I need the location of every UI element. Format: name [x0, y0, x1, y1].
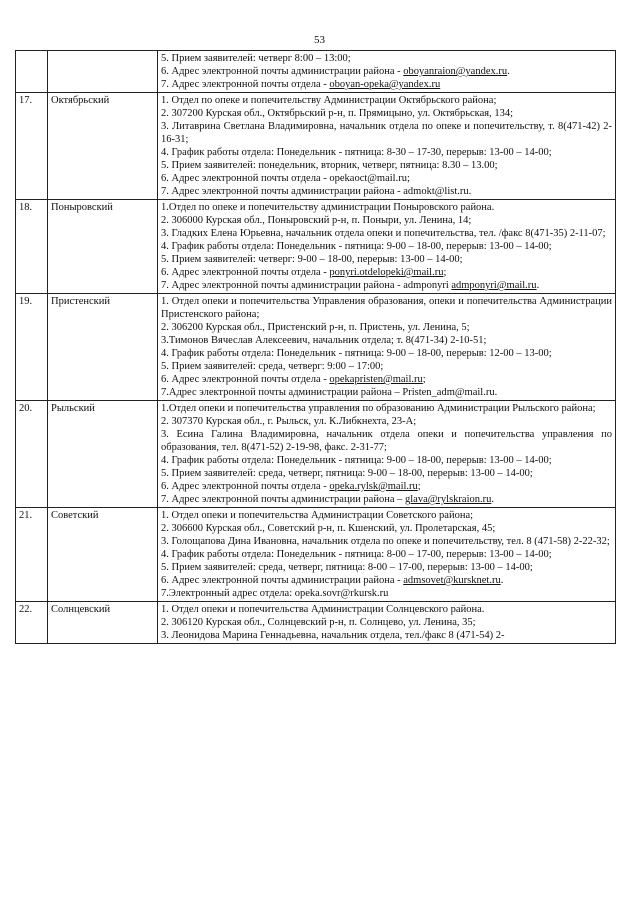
detail-text: 1.Отдел по опеке и попечительству администрации Поныровского района. — [161, 202, 495, 213]
office-details — [158, 200, 616, 294]
detail-text: 6. Адрес электронной почты администрации района - — [161, 66, 404, 77]
detail-line — [161, 360, 612, 373]
detail-line — [161, 266, 612, 279]
detail-text: 7. Адрес электронной почты администрации района – — [161, 494, 405, 505]
detail-text: 5. Прием заявителей: среда, четверг, пятница: 9-00 – 18-00, перерыв: 13-00 – 14-00; — [161, 468, 533, 479]
district-name: Солнцевский — [48, 602, 158, 644]
detail-text: 2. 307200 Курская обл., Октябрьский р-н, п. Прямицыно, ул. Октябрьская, 134; — [161, 108, 514, 119]
email-link[interactable]: admsovet@kursknet.ru — [403, 575, 501, 586]
detail-text: 1.Отдел опеки и попечительства управления по образованию Администрации Рыльского района; — [161, 403, 596, 414]
detail-line — [161, 561, 612, 574]
district-name: Советский — [48, 508, 158, 602]
office-details — [158, 401, 616, 508]
detail-line — [161, 172, 612, 185]
email-link[interactable]: oboyan-opeka@yandex.ru — [329, 79, 441, 90]
detail-text: 3. Гладких Елена Юрьевна, начальник отдела опеки и попечительства, тел. /факс 8(471-35) 2-11-07; — [161, 228, 606, 239]
detail-line — [161, 629, 612, 642]
detail-line — [161, 107, 612, 120]
detail-line — [161, 535, 612, 548]
detail-text: 4. График работы отдела: Понедельник - пятница: 9-00 – 18-00, перерыв: 13-00 – 14-00; — [161, 241, 552, 252]
detail-text: 4. График работы отдела: Понедельник - пятница: 8-00 – 17-00, перерыв: 13-00 – 14-00; — [161, 549, 552, 560]
detail-text: 4. График работы отдела: Понедельник - пятница: 9-00 – 18-00, перерыв: 13-00 – 14-00; — [161, 455, 552, 466]
detail-line — [161, 509, 612, 522]
detail-line — [161, 402, 612, 415]
detail-line — [161, 321, 612, 334]
detail-text: 6. Адрес электронной почты отдела - opekaoct@mail.ru; — [161, 173, 410, 184]
detail-text: 5. Прием заявителей: четверг: 9-00 – 18-00, перерыв: 13-00 – 14-00; — [161, 254, 463, 265]
detail-text: 7.Адрес электронной почты администрации района – Pristen_adm@mail.ru. — [161, 387, 498, 398]
detail-line — [161, 214, 612, 227]
table-row — [16, 602, 616, 644]
detail-text: 7.Электронный адрес отдела: opeka.sovr@rkursk.ru — [161, 588, 389, 599]
detail-suffix: ; — [422, 374, 426, 385]
table-row — [16, 200, 616, 294]
detail-line — [161, 120, 612, 146]
detail-text: 6. Адрес электронной почты отдела - — [161, 481, 330, 492]
detail-line — [161, 159, 612, 172]
table-row — [16, 93, 616, 200]
detail-line — [161, 334, 612, 347]
row-number: 22. — [16, 602, 48, 644]
detail-line — [161, 548, 612, 561]
detail-suffix: ; — [443, 267, 447, 278]
email-link[interactable]: admponyri@mail.ru — [451, 280, 537, 291]
detail-text: 5. Прием заявителей: понедельник, вторник, четверг, пятница: 8.30 – 13.00; — [161, 160, 498, 171]
table-row — [16, 508, 616, 602]
office-details — [158, 508, 616, 602]
table-row — [16, 51, 616, 93]
detail-line — [161, 373, 612, 386]
detail-line — [161, 65, 612, 78]
row-number: 19. — [16, 294, 48, 401]
row-number — [16, 51, 48, 93]
detail-line — [161, 185, 612, 198]
office-details — [158, 294, 616, 401]
detail-suffix: . — [500, 575, 504, 586]
detail-text: 5. Прием заявителей: среда, четверг: 9:00 – 17:00; — [161, 361, 384, 372]
detail-text: 3. Есина Галина Владимировна, начальник отдела опеки и попечительства управления по образования, тел. 8(471-52) 2-19-98, факс. 2-31-77; — [161, 429, 612, 453]
detail-text: 3.Тимонов Вячеслав Алексеевич, начальник отдела; т. 8(471-34) 2-10-51; — [161, 335, 487, 346]
detail-line — [161, 574, 612, 587]
table-row — [16, 294, 616, 401]
detail-line — [161, 240, 612, 253]
detail-text: 1. Отдел опеки и попечительства Администрации Советского района; — [161, 510, 474, 521]
detail-text: 1. Отдел по опеке и попечительству Администрации Октябрьского района; — [161, 95, 497, 106]
detail-line — [161, 522, 612, 535]
detail-line — [161, 616, 612, 629]
office-details — [158, 51, 616, 93]
detail-line — [161, 415, 612, 428]
detail-line — [161, 295, 612, 321]
email-link[interactable]: glava@rylskraion.ru — [405, 494, 492, 505]
row-number: 17. — [16, 93, 48, 200]
detail-line — [161, 78, 612, 91]
office-details — [158, 602, 616, 644]
detail-text: 6. Адрес электронной почты администрации района - — [161, 575, 404, 586]
detail-text: 1. Отдел опеки и попечительства Администрации Солнцевского района. — [161, 604, 485, 615]
detail-text: 5. Прием заявителей: четверг 8:00 – 13:00; — [161, 53, 351, 64]
detail-line — [161, 454, 612, 467]
district-name: Поныровский — [48, 200, 158, 294]
detail-suffix: . — [507, 66, 510, 77]
detail-line — [161, 386, 612, 399]
row-number: 18. — [16, 200, 48, 294]
email-link[interactable]: ponyri.otdelopeki@mail.ru — [329, 267, 444, 278]
email-link[interactable]: opeka.rylsk@mail.ru — [329, 481, 418, 492]
detail-line — [161, 146, 612, 159]
row-number: 21. — [16, 508, 48, 602]
detail-line — [161, 603, 612, 616]
detail-line — [161, 480, 612, 493]
detail-text: 3. Литаврина Светлана Владимировна, начальник отдела по опеке и попечительству, т. 8(471-42) 2-16-31; — [161, 121, 612, 145]
detail-suffix: . — [491, 494, 494, 505]
district-name — [48, 51, 158, 93]
detail-text: 7. Адрес электронной почты администрации района - admponyri — [161, 280, 452, 291]
detail-text: 2. 306200 Курская обл., Пристенский р-н, п. Пристень, ул. Ленина, 5; — [161, 322, 470, 333]
table-body — [16, 51, 616, 644]
detail-text: 1. Отдел опеки и попечительства Управления образования, опеки и попечительства Администрации Пристенского района; — [161, 296, 612, 320]
detail-line — [161, 428, 612, 454]
detail-text: 5. Прием заявителей: среда, четверг, пятница: 8-00 – 17-00, перерыв: 13-00 – 14-00; — [161, 562, 533, 573]
detail-text: 6. Адрес электронной почты отдела - — [161, 267, 330, 278]
detail-text: 2. 306120 Курская обл., Солнцевский р-н, п. Солнцево, ул. Ленина, 35; — [161, 617, 476, 628]
detail-text: 2. 306600 Курская обл., Советский р-н, п. Кшенский, ул. Пролетарская, 45; — [161, 523, 496, 534]
detail-suffix: ; — [417, 481, 421, 492]
detail-line — [161, 467, 612, 480]
detail-line — [161, 201, 612, 214]
detail-text: 4. График работы отдела: Понедельник - пятница: 8-30 – 17-30, перерыв: 13-00 – 14-00; — [161, 147, 552, 158]
detail-line — [161, 279, 612, 292]
detail-line — [161, 52, 612, 65]
detail-line — [161, 227, 612, 240]
row-number: 20. — [16, 401, 48, 508]
email-link[interactable]: oboyanraion@yandex.ru — [403, 66, 508, 77]
detail-line — [161, 94, 612, 107]
detail-text: 2. 306000 Курская обл., Поныровский р-н, п. Поныри, ул. Ленина, 14; — [161, 215, 472, 226]
detail-text: 3. Леонидова Марина Геннадьевна, начальник отдела, тел./факс 8 (471-54) 2- — [161, 630, 505, 641]
detail-suffix: . — [536, 280, 540, 291]
guardianship-offices-table — [15, 50, 616, 644]
district-name: Октябрьский — [48, 93, 158, 200]
detail-text: 4. График работы отдела: Понедельник - пятница: 9-00 – 18-00, перерыв: 12-00 – 13-00; — [161, 348, 552, 359]
district-name: Пристенский — [48, 294, 158, 401]
detail-text: 2. 307370 Курская обл., г. Рыльск, ул. К.Либкнехта, 23-А; — [161, 416, 417, 427]
district-name: Рыльский — [48, 401, 158, 508]
detail-line — [161, 253, 612, 266]
email-link[interactable]: opekapristen@mail.ru — [329, 374, 423, 385]
detail-line — [161, 347, 612, 360]
detail-line — [161, 493, 612, 506]
detail-text: 3. Голощапова Дина Ивановна, начальник отдела по опеке и попечительству, тел. 8 (471-58) 2-22-32; — [161, 536, 610, 547]
table-row — [16, 401, 616, 508]
page-number: 53 — [314, 34, 325, 46]
office-details — [158, 93, 616, 200]
detail-text: 7. Адрес электронной почты администрации района - admokt@list.ru. — [161, 186, 472, 197]
detail-text: 7. Адрес электронной почты отдела - — [161, 79, 330, 90]
detail-text: 6. Адрес электронной почты отдела - — [161, 374, 330, 385]
detail-line — [161, 587, 612, 600]
